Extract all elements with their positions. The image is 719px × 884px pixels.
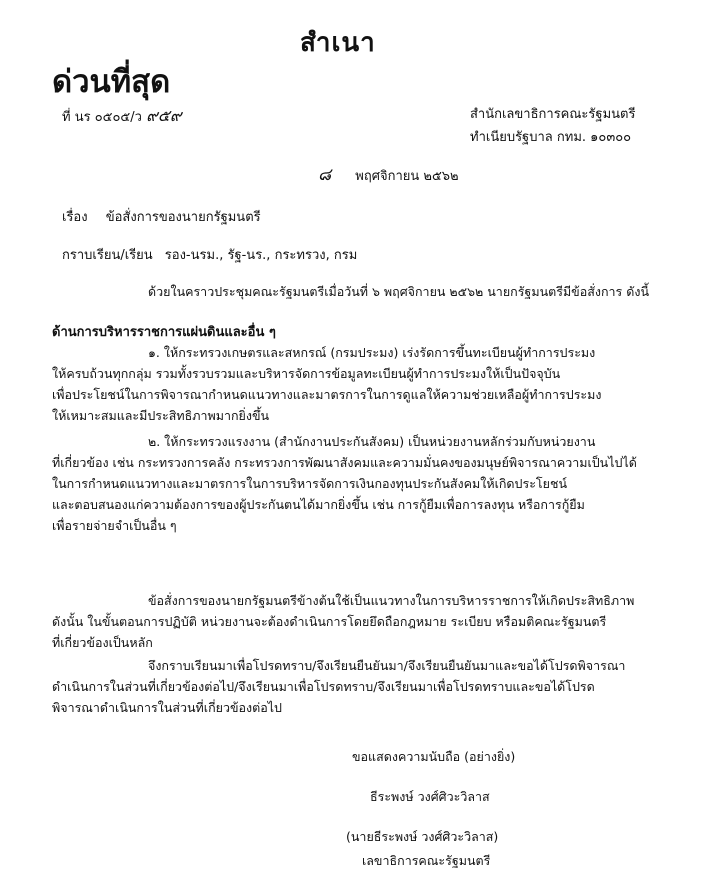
- subject-label: เรื่อง: [62, 210, 88, 225]
- paragraph-line: ดังนั้น ในขั้นตอนการปฏิบัติ หน่วยงานจะต้องดำเนินการโดยยึดถือกฎหมาย ระเบียบ หรือมติคณะรัฐมนตรี: [52, 614, 607, 629]
- paragraph-line: ให้ครบถ้วนทุกกลุ่ม รวมทั้งรวบรวมและบริหารจัดการข้อมูลทะเบียนผู้ทำการประมงให้เป็นปัจจุบัน: [52, 366, 561, 381]
- paragraph-line: ๒. ให้กระทรวงแรงงาน (สำนักงานประกันสังคม) เป็นหน่วยงานหลักร่วมกับหน่วยงาน: [148, 434, 596, 449]
- date-day-handwritten: ๘: [318, 165, 332, 185]
- document-date: [318, 161, 459, 188]
- paragraph-line: ดำเนินการในส่วนที่เกี่ยวข้องต่อไป/จึงเรียนมาเพื่อโปรดทราบ/จึงเรียนมาเพื่อโปรดทราบและขอได้โปรด: [52, 679, 595, 694]
- salutation-text: รอง-นรม., รัฐ-นร., กระทรวง, กรม: [164, 248, 358, 263]
- subject-line: [62, 206, 261, 227]
- paragraph-line: ข้อสั่งการของนายกรัฐมนตรีข้างต้นใช้เป็นแนวทางในการบริหารราชการให้เกิดประสิทธิภาพ: [148, 593, 635, 608]
- sender-office: สำนักเลขาธิการคณะรัฐมนตรี: [470, 107, 636, 122]
- paragraph-line: เพื่อประโยชน์ในการพิจารณากำหนดแนวทางและมาตรการในการดูแลให้ความช่วยเหลือผู้ทำการประมง: [52, 387, 602, 402]
- subject-text: ข้อสั่งการของนายกรัฐมนตรี: [105, 210, 261, 225]
- signatory-name: (นายธีระพงษ์ วงศ์ศิวะวิลาส): [346, 829, 499, 844]
- paragraph-line: พิจารณาดำเนินการในส่วนที่เกี่ยวข้องต่อไป: [52, 700, 282, 715]
- paragraph-closing-request: [52, 655, 625, 718]
- signatory-title: เลขาธิการคณะรัฐมนตรี: [362, 853, 491, 868]
- intro-paragraph: ด้วยในคราวประชุมคณะรัฐมนตรีเมื่อวันที่ ๖ พฤศจิกายน ๒๕๖๒ นายกรัฐมนตรีมีข้อสั่งการ ดังนี้: [148, 284, 650, 299]
- document-number-prefix: ที่ นร ๐๕๐๕/ว: [62, 110, 142, 125]
- copy-mark: สำเนา: [300, 28, 376, 58]
- paragraph-line: จึงกราบเรียนมาเพื่อโปรดทราบ/จึงเรียนยืนยันมา/จึงเรียนยืนยันมาและขอได้โปรดพิจารณา: [148, 658, 626, 673]
- paragraph-line: ที่เกี่ยวข้องเป็นหลัก: [52, 635, 153, 650]
- sender-address: ทำเนียบรัฐบาล กทม. ๑๐๓๐๐: [470, 130, 632, 145]
- closing-regards: ขอแสดงความนับถือ (อย่างยิ่ง): [352, 749, 516, 764]
- paragraph-line: และตอบสนองแก่ความต้องการของผู้ประกันตนได้มากยิ่งขึ้น เช่น การกู้ยืมเพื่อการลงทุน หรือการกู้ยืม: [52, 497, 585, 512]
- paragraph-line: เพื่อรายจ่ายจำเป็นอื่น ๆ: [52, 518, 177, 533]
- paragraph-line: ให้เหมาะสมและมีประสิทธิภาพมากยิ่งขึ้น: [52, 408, 270, 423]
- document-number: [62, 104, 182, 129]
- paragraph-line: ที่เกี่ยวข้อง เช่น กระทรวงการคลัง กระทรวงการพัฒนาสังคมและความมั่นคงของมนุษย์พิจารณาความเป็นไปได้: [52, 455, 637, 470]
- urgency-stamp: ด่วนที่สุด: [52, 64, 171, 100]
- paragraph-line: ๑. ให้กระทรวงเกษตรและสหกรณ์ (กรมประมง) เร่งรัดการขึ้นทะเบียนผู้ทำการประมง: [148, 345, 596, 360]
- paragraph-guidance: [52, 590, 634, 653]
- salutation-line: [62, 244, 357, 265]
- salutation-label: กราบเรียน/เรียน: [62, 248, 153, 263]
- paragraph-labour: [52, 431, 637, 536]
- paragraph-line: ในการกำหนดแนวทางและมาตรการในการบริหารจัดการเงินกองทุนประกันสังคมให้เกิดประโยชน์: [52, 476, 567, 491]
- section-heading: ด้านการบริหารราชการแผ่นดินและอื่น ๆ: [52, 325, 276, 340]
- document-number-handwritten: ๙๕๙: [146, 106, 182, 125]
- signature: ธีระพงษ์ วงศ์ศิวะวิลาส: [370, 789, 490, 804]
- date-month-year: พฤศจิกายน ๒๕๖๒: [355, 169, 459, 184]
- paragraph-agriculture: [52, 342, 601, 426]
